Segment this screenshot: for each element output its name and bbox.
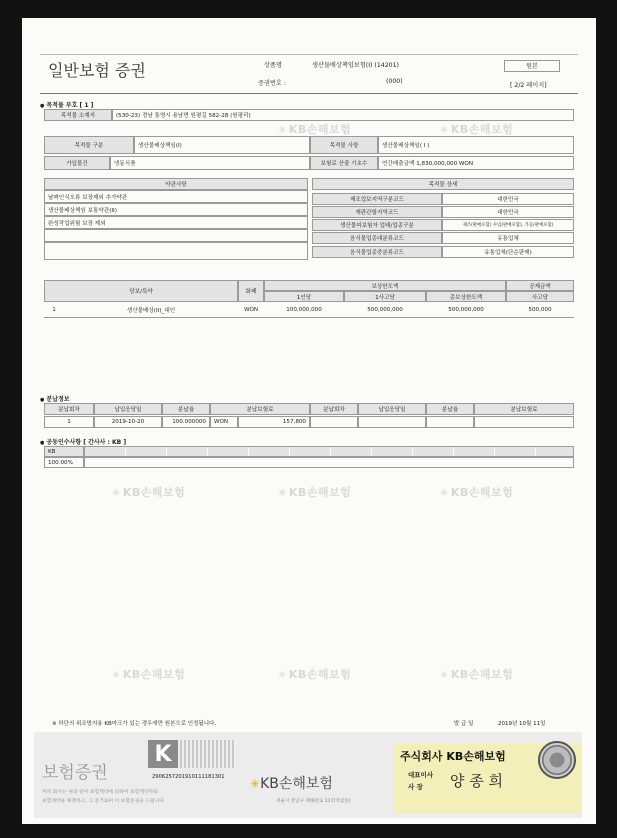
clause-item: 생산물배상책임 보통약관(II) — [44, 203, 308, 216]
col-limit: 보상한도액 — [264, 280, 506, 291]
security-pattern — [180, 740, 236, 768]
payment-date: 2019-10-20 — [94, 416, 162, 428]
col-currency: 화폐 — [238, 280, 264, 302]
object-heading: ● 목적물 부호 [ 1 ] — [40, 102, 94, 109]
policy-no-value: (000) — [386, 78, 403, 85]
footer-brand: ✳KB손해보험 — [250, 776, 333, 792]
company-line: 주식회사 KB손해보험 — [400, 750, 506, 763]
col-coverage: 담보/특약 — [44, 280, 238, 302]
detail-value: 대한민국 — [442, 193, 574, 205]
ceo-signature: 양 종 희 — [450, 772, 504, 790]
coverage-row-line — [44, 317, 574, 318]
payment-col: 납입응당일 — [358, 403, 426, 415]
clause-item-empty — [44, 242, 308, 260]
col-deductible: 공제금액 — [506, 280, 574, 291]
co-insurance-company: KB — [44, 446, 84, 457]
issue-label: 발 급 일 — [454, 721, 474, 727]
page-title: 일반보험 증권 — [48, 61, 146, 80]
clause-item: 완성작업위험 보장 제외 — [44, 216, 308, 229]
coverage-per-accident: 500,000,000 — [367, 307, 403, 313]
kb-watermark: ✳ KB손해보험 — [440, 486, 514, 499]
payment-col: 분납율 — [162, 403, 210, 415]
coverage-currency: WON — [243, 307, 259, 313]
payment-col: 분납보험료 — [474, 403, 574, 415]
coverage-name: 생산물배상(II)_대인 — [126, 308, 176, 314]
kb-watermark: ✳ KB손해보험 — [440, 123, 514, 136]
footer-title: 보험증권 — [42, 763, 108, 783]
col-aggregate: 총보상한도액 — [426, 291, 506, 302]
footer-desc-1: 저희 회사는 위와 같이 보험계약에 의하여 보험계약자와 — [42, 790, 158, 795]
payment-empty — [474, 416, 574, 428]
address-value: (530-23) 경남 통영시 용남면 원평길 582-28 (원평리) — [112, 109, 574, 121]
matter-value: 생산물배상책임( I ) — [378, 136, 574, 154]
type-label: 목적물 구분 — [44, 136, 134, 154]
footer-serial: 2906257201910111181301 — [152, 774, 225, 780]
authenticity-notice: ※ 하단의 위조방지용 KB마크가 있는 경우에만 원본으로 인정됩니다. — [52, 721, 217, 727]
original-badge: 원본 — [504, 60, 560, 72]
coverage-deductible: 500,000 — [528, 307, 552, 313]
kb-watermark: ✳ KB손해보험 — [278, 486, 352, 499]
detail-label: 제조업보지역구분코드 — [312, 193, 442, 205]
payment-col: 분납율 — [426, 403, 474, 415]
payment-currency: WON — [210, 416, 238, 428]
ceo-title-1: 대표이사 — [408, 771, 434, 779]
matter-label: 목적물 사항 — [310, 136, 378, 154]
insurance-certificate — [22, 18, 596, 824]
coverage-no: 1 — [52, 307, 56, 313]
ceo-title-2: 사 장 — [408, 783, 423, 791]
co-insurance-empty — [84, 446, 574, 457]
clause-item: 날짜인식오류 보장제외 추가약관 — [44, 190, 308, 203]
coverage-aggregate: 500,000,000 — [448, 307, 484, 313]
detail-value: 대한민국 — [442, 206, 574, 218]
footer-desc-2: 보험계약을 체결하고, 그 증거로써 이 보험증권을 드립니다. — [42, 799, 166, 804]
header-line-bottom — [40, 93, 578, 94]
issue-date: 2019년 10월 11일 — [498, 721, 546, 727]
payment-col: 분납회차 — [44, 403, 94, 415]
basis-label: 보험료 산출 기초수 — [310, 156, 378, 170]
product-label: 상품명 — [264, 62, 282, 69]
page-info: [ 2/2 페이지] — [510, 82, 547, 89]
detail-value: 유통업체 — [442, 232, 574, 244]
co-insurance-heading: ● 공동인수사항 [ 간사사 : KB ] — [40, 439, 127, 446]
kb-watermark: ✳ KB손해보험 — [278, 668, 352, 681]
col-per-person: 1인당 — [264, 291, 344, 302]
business-label: 가입물건 — [44, 156, 110, 170]
detail-value: 제조(판매포함) 수입(판매포함), 가공(판매포함) — [442, 219, 574, 231]
payment-empty — [310, 416, 358, 428]
payment-col: 분납보험료 — [210, 403, 310, 415]
clause-item-empty — [44, 229, 308, 242]
kb-watermark: ✳ KB손해보험 — [440, 668, 514, 681]
product-value: 생산물배상책임보험(I) (14201) — [312, 62, 399, 69]
payment-col: 분납회차 — [310, 403, 358, 415]
detail-label: 생산물피보험자 업태/업종구분 — [312, 219, 442, 231]
details-heading: 목적물 상세 — [312, 178, 574, 190]
co-insurance-share: 100.00% — [44, 457, 84, 468]
footer-address: 서울시 강남구 테헤란로 117(역삼동) — [276, 799, 351, 804]
policy-no-label: 증권번호 : — [258, 80, 286, 87]
detail-label: 재판관할지역코드 — [312, 206, 442, 218]
kb-watermark: ✳ KB손해보험 — [112, 668, 186, 681]
business-value: 냉동식품 — [110, 156, 310, 170]
detail-label: 음식물업종대분류코드 — [312, 232, 442, 244]
type-value: 생산물배상책임(I) — [134, 136, 310, 154]
co-insurance-empty — [84, 457, 574, 468]
detail-value: 유통업체(단순판매) — [442, 246, 574, 258]
kb-watermark: ✳ KB손해보험 — [112, 486, 186, 499]
payment-empty — [426, 416, 474, 428]
payment-no: 1 — [44, 416, 94, 428]
payment-empty — [358, 416, 426, 428]
payment-premium: 157,800 — [238, 416, 310, 428]
payment-heading: ● 분납정보 — [40, 396, 70, 403]
kb-watermark: ✳ KB손해보험 — [278, 123, 352, 136]
coverage-per-person: 100,000,000 — [286, 307, 322, 313]
kb-k-mark-icon: K — [148, 740, 178, 768]
col-per-accident2: 사고당 — [506, 291, 574, 302]
payment-rate: 100.000000 — [162, 416, 210, 428]
basis-value: 연간매출금액 1,830,000,000 WON — [378, 156, 574, 170]
official-seal-icon — [538, 741, 576, 779]
detail-label: 음식물업종중분류코드 — [312, 246, 442, 258]
header-line-top — [40, 54, 578, 55]
address-label: 목적물 소재지 — [44, 109, 112, 121]
clauses-heading: 약관사항 — [44, 178, 308, 190]
col-per-accident: 1사고당 — [344, 291, 426, 302]
payment-col: 납입응당일 — [94, 403, 162, 415]
